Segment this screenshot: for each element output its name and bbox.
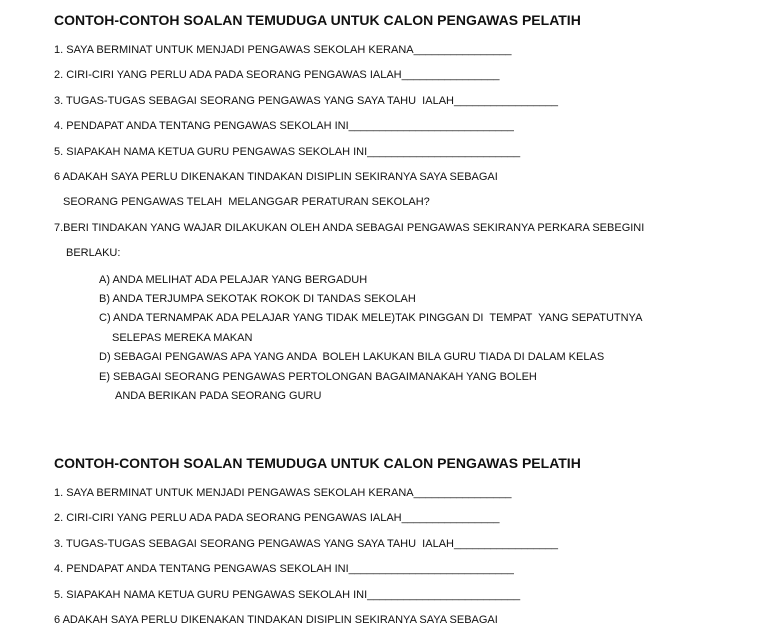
question-3: 3. TUGAS-TUGAS SEBAGAI SEORANG PENGAWAS YANG SAYA TAHU IALAH_________________ [54, 95, 558, 107]
page-title: CONTOH-CONTOH SOALAN TEMUDUGA UNTUK CALON PENGAWAS PELATIH [54, 12, 581, 28]
question-7-line-1: 7.BERI TINDAKAN YANG WAJAR DILAKUKAN OLEH ANDA SEBAGAI PENGAWAS SEKIRANYA PERKARA SEBEGINI [54, 222, 645, 234]
question-6-line-1: 6 ADAKAH SAYA PERLU DIKENAKAN TINDAKAN DISIPLIN SEKIRANYA SAYA SEBAGAI [54, 614, 498, 626]
sub-item-a: A) ANDA MELIHAT ADA PELAJAR YANG BERGADUH [99, 274, 368, 286]
sub-item-b: B) ANDA TERJUMPA SEKOTAK ROKOK DI TANDAS SEKOLAH [99, 293, 416, 305]
question-5: 5. SIAPAKAH NAMA KETUA GURU PENGAWAS SEKOLAH INI_________________________ [54, 146, 521, 158]
question-5: 5. SIAPAKAH NAMA KETUA GURU PENGAWAS SEKOLAH INI_________________________ [54, 589, 521, 601]
page-title-repeat: CONTOH-CONTOH SOALAN TEMUDUGA UNTUK CALON PENGAWAS PELATIH [54, 455, 581, 471]
sub-item-c-line-2: SELEPAS MEREKA MAKAN [112, 332, 253, 344]
sub-item-e-line-1: E) SEBAGAI SEORANG PENGAWAS PERTOLONGAN BAGAIMANAKAH YANG BOLEH [99, 371, 537, 383]
question-6-line-1: 6 ADAKAH SAYA PERLU DIKENAKAN TINDAKAN DISIPLIN SEKIRANYA SAYA SEBAGAI [54, 171, 498, 183]
question-4: 4. PENDAPAT ANDA TENTANG PENGAWAS SEKOLAH INI___________________________ [54, 120, 514, 132]
question-2: 2. CIRI-CIRI YANG PERLU ADA PADA SEORANG PENGAWAS IALAH________________ [54, 512, 500, 524]
question-3: 3. TUGAS-TUGAS SEBAGAI SEORANG PENGAWAS YANG SAYA TAHU IALAH_________________ [54, 538, 558, 550]
question-1: 1. SAYA BERMINAT UNTUK MENJADI PENGAWAS SEKOLAH KERANA________________ [54, 44, 512, 56]
sub-item-c-line-1: C) ANDA TERNAMPAK ADA PELAJAR YANG TIDAK MELE)TAK PINGGAN DI TEMPAT YANG SEPATUTNYA [99, 312, 643, 324]
question-7-line-2: BERLAKU: [66, 247, 121, 259]
sub-item-d: D) SEBAGAI PENGAWAS APA YANG ANDA BOLEH LAKUKAN BILA GURU TIADA DI DALAM KELAS [99, 351, 605, 363]
question-6-line-2: SEORANG PENGAWAS TELAH MELANGGAR PERATURAN SEKOLAH? [63, 196, 430, 208]
sub-item-e-line-2: ANDA BERIKAN PADA SEORANG GURU [115, 390, 322, 402]
question-1: 1. SAYA BERMINAT UNTUK MENJADI PENGAWAS SEKOLAH KERANA________________ [54, 487, 512, 499]
question-2: 2. CIRI-CIRI YANG PERLU ADA PADA SEORANG PENGAWAS IALAH________________ [54, 69, 500, 81]
question-4: 4. PENDAPAT ANDA TENTANG PENGAWAS SEKOLAH INI___________________________ [54, 563, 514, 575]
